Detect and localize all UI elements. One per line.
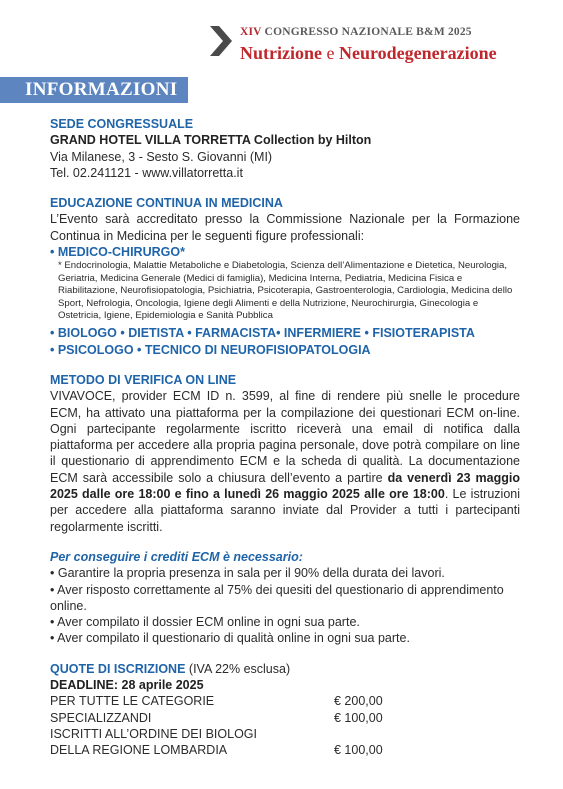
ecm-intro: L’Evento sarà accreditato presso la Commissione Nazionale per la Formazione Continua in Medicina per le seguenti figure professionali:	[50, 212, 520, 243]
table-row: DELLA REGIONE LOMBARDIA € 100,00	[50, 743, 383, 758]
fees-heading: QUOTE DI ISCRIZIONE	[50, 661, 186, 676]
fees-table	[50, 693, 520, 758]
credits-heading: Per conseguire i crediti ECM è necessario:	[50, 549, 303, 564]
congress-edition: XIV CONGRESSO NAZIONALE B&M 2025	[240, 26, 472, 38]
chevron-right-icon	[210, 26, 232, 56]
section-banner	[0, 77, 188, 103]
banner-label: INFORMAZIONI	[25, 79, 178, 100]
list-item: • Aver compilato il questionario di qualità online in ogni sua parte.	[50, 630, 520, 646]
table-row: PER TUTTE LE CATEGORIE € 200,00	[50, 694, 383, 709]
venue-heading: SEDE CONGRESSUALE	[50, 117, 194, 131]
info-content	[50, 116, 520, 759]
table-row: ISCRITTI ALL’ORDINE DEI BIOLOGI	[50, 726, 257, 741]
fees-note: (IVA 22% esclusa)	[185, 661, 291, 676]
venue-contact: Tel. 02.241121 - www.villatorretta.it	[50, 165, 243, 180]
congress-title: Nutrizione e Neurodegenerazione	[240, 43, 497, 63]
roles-line-2: • PSICOLOGO • TECNICO DI NEUROFISIOPATOLOGIA	[50, 342, 371, 357]
fees-deadline: DEADLINE: 28 aprile 2025	[50, 678, 204, 693]
fees-heading-line	[50, 661, 520, 677]
verify-text: VIVAVOCE, provider ECM ID n. 3599, al fine di rendere più snelle le procedure ECM, ha attivato una piattaforma per la compilazione dei questionari ECM on-line. Ogni partecipante regolarmente iscritto riceverà una email di notifica dalla piattaforma per accedere alla propria pagina personale, dove potrà compilare on line il questionario di apprendimento ECM e la scheda di qualità. La documentazione ECM sarà accessibile solo a chiusura dell’evento a partire da venerdì 23 maggio 2025 dalle ore 18:00 e fino a lunedì 26 maggio 2025 alle ore 18:00. Le istruzioni per accedere alla piattaforma saranno inviate dal Provider a tutti i partecipanti regolarmente iscritti.	[50, 389, 520, 534]
ecm-heading: EDUCAZIONE CONTINUA IN MEDICINA	[50, 196, 283, 211]
role-medico: • MEDICO-CHIRURGO*	[50, 245, 185, 260]
venue-address: Via Milanese, 3 - Sesto S. Giovanni (MI)	[50, 149, 273, 164]
list-item: • Garantire la propria presenza in sala per il 90% della durata dei lavori.	[50, 565, 520, 581]
list-item: • Aver compilato il dossier ECM online in ogni sua parte.	[50, 614, 520, 630]
venue-name: GRAND HOTEL VILLA TORRETTA Collection by Hilton	[50, 133, 372, 148]
roles-line-1: • BIOLOGO • DIETISTA • FARMACISTA• INFERMIERE • FISIOTERAPISTA	[50, 326, 475, 341]
list-item: • Aver risposto correttamente al 75% dei quesiti del questionario di apprendimento online.	[50, 582, 520, 615]
table-row: SPECIALIZZANDI € 100,00	[50, 710, 383, 725]
medico-specialties: * Endocrinologia, Malattie Metaboliche e Diabetologia, Scienza dell’Alimentazione e Dietetica, Neurologia, Geriatria, Medicina Generale (Medici di famiglia), Medicina Interna, Pediatria, Medicina Fisica e Riabilitazione, Neurofisiopatologia, Psichiatria, Psicoterapia, Gastroenterologia, Cardiologia, Medicina dello Sport, Nefrologia, Oncologia, Igiene degli Alimenti e della Nutrizione, Neurochirurgia, Ginecologia e Ostetricia, Igiene, Epidemiologia e Sanità Pubblica	[58, 260, 513, 321]
verify-heading: METODO DI VERIFICA ON LINE	[50, 373, 237, 387]
credits-list	[50, 565, 520, 646]
